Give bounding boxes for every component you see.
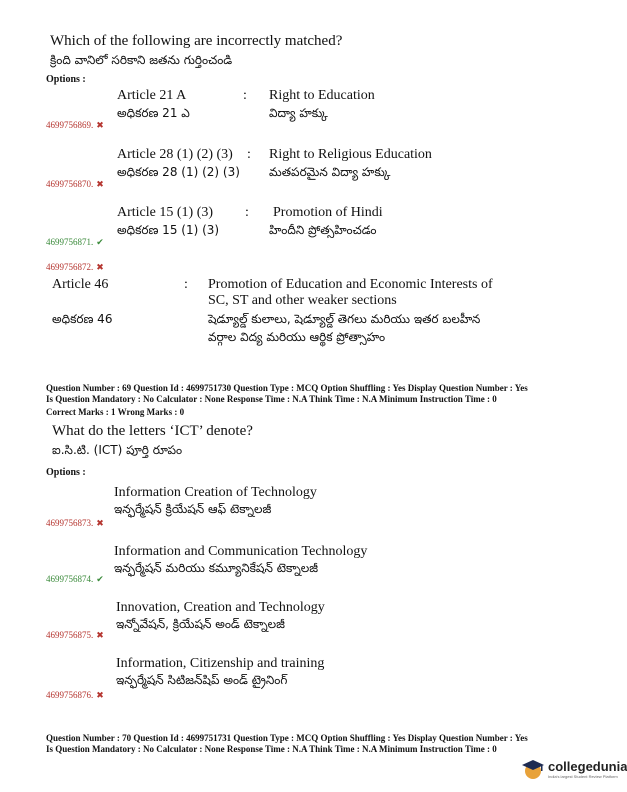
option-right-en: Right to Education [269, 88, 375, 103]
correct-icon: ✔ [96, 574, 104, 584]
options-label: Options : [46, 74, 86, 85]
option-right-te: విద్యా హక్కు [269, 106, 328, 120]
option-left-en: Article 28 (1) (2) (3) [117, 147, 233, 162]
question-marks: Correct Marks : 1 Wrong Marks : 0 [46, 407, 185, 417]
option-right-en: Right to Religious Education [269, 147, 432, 162]
option-left-te: అధికరణ 46 [52, 312, 113, 326]
option-id: 4699756871. ✔ [46, 237, 104, 247]
option-separator: : [184, 277, 188, 292]
wrong-icon: ✖ [96, 262, 104, 272]
option-left-te: అధికరణ 28 (1) (2) (3) [117, 165, 240, 179]
option-id: 4699756875. ✖ [46, 630, 104, 640]
option-right-en-line2: SC, ST and other weaker sections [208, 293, 397, 308]
option-right-te-line2: వర్గాల విద్య మరియు ఆర్థిక ప్రోత్సాహం [208, 330, 386, 344]
option-text-en: Information Creation of Technology [114, 485, 317, 500]
wrong-icon: ✖ [96, 630, 104, 640]
option-right-en: Promotion of Hindi [273, 205, 383, 220]
option-text-en: Innovation, Creation and Technology [116, 600, 325, 615]
option-text-te: ఇన్ఫర్మేషన్ క్రియేషన్ ఆఫ్ టెక్నాలజీ [114, 502, 272, 516]
question-text-te: క్రింది వానిలో సరికాని జతను గుర్తించండి [50, 53, 233, 67]
option-text-te: ఇన్నోవేషన్, క్రియేషన్ అండ్ టెక్నాలజీ [116, 617, 285, 631]
option-left-en: Article 46 [52, 277, 109, 292]
option-left-en: Article 21 A [117, 88, 187, 103]
options-label: Options : [46, 467, 86, 478]
option-text-te: ఇన్ఫర్మేషన్ మరియు కమ్యూనికేషన్ టెక్నాలజీ [114, 561, 319, 575]
logo-name: collegedunia [548, 758, 627, 774]
option-separator: : [245, 205, 249, 220]
wrong-icon: ✖ [96, 690, 104, 700]
option-left-te: అధికరణ 15 (1) (3) [117, 223, 220, 237]
collegedunia-logo [521, 758, 627, 780]
option-id: 4699756869. ✖ [46, 120, 104, 130]
option-text-en: Information and Communication Technology [114, 544, 368, 559]
option-separator: : [243, 88, 247, 103]
option-id: 4699756876. ✖ [46, 690, 104, 700]
option-id: 4699756872. ✖ [46, 262, 104, 272]
question-text-en: What do the letters ‘ICT’ denote? [52, 423, 253, 439]
option-right-te: హిందీని ప్రోత్సహించడం [269, 223, 377, 237]
question-meta: Question Number : 70 Question Id : 4699751731 Question Type : MCQ Option Shuffling : Yes Display Question Number : Yes [46, 733, 528, 743]
option-right-te: షెడ్యూల్డ్ కులాలు, షెడ్యూల్డ్ తెగలు మరియు ఇతర బలహీన [208, 312, 481, 326]
option-id: 4699756870. ✖ [46, 179, 104, 189]
option-text-te: ఇన్ఫర్మేషన్ సిటిజన్‌షిప్ అండ్ ట్రైనింగ్ [116, 673, 288, 687]
option-id: 4699756874. ✔ [46, 574, 104, 584]
wrong-icon: ✖ [96, 179, 104, 189]
question-meta: Question Number : 69 Question Id : 4699751730 Question Type : MCQ Option Shuffling : Yes Display Question Number : Yes [46, 383, 528, 393]
logo-tagline: India's largest Student Review Platform [548, 773, 618, 779]
option-left-en: Article 15 (1) (3) [117, 205, 214, 220]
option-right-en: Promotion of Education and Economic Interests of [208, 277, 493, 292]
option-left-te: అధికరణ 21 ఎ [117, 106, 190, 120]
wrong-icon: ✖ [96, 518, 104, 528]
question-meta: Is Question Mandatory : No Calculator : None Response Time : N.A Think Time : N.A Minimum Instruction Time : 0 [46, 394, 497, 404]
option-separator: : [247, 147, 251, 162]
correct-icon: ✔ [96, 237, 104, 247]
option-id: 4699756873. ✖ [46, 518, 104, 528]
option-text-en: Information, Citizenship and training [116, 656, 325, 671]
option-right-te: మతపరమైన విద్యా హక్కు [269, 165, 391, 179]
wrong-icon: ✖ [96, 120, 104, 130]
question-text-en: Which of the following are incorrectly matched? [50, 33, 343, 49]
graduation-cap-icon [521, 758, 545, 780]
question-text-te: ఐ.సి.టి. (ICT) పూర్తి రూపం [52, 443, 183, 457]
question-meta: Is Question Mandatory : No Calculator : None Response Time : N.A Think Time : N.A Minimum Instruction Time : 0 [46, 744, 497, 754]
